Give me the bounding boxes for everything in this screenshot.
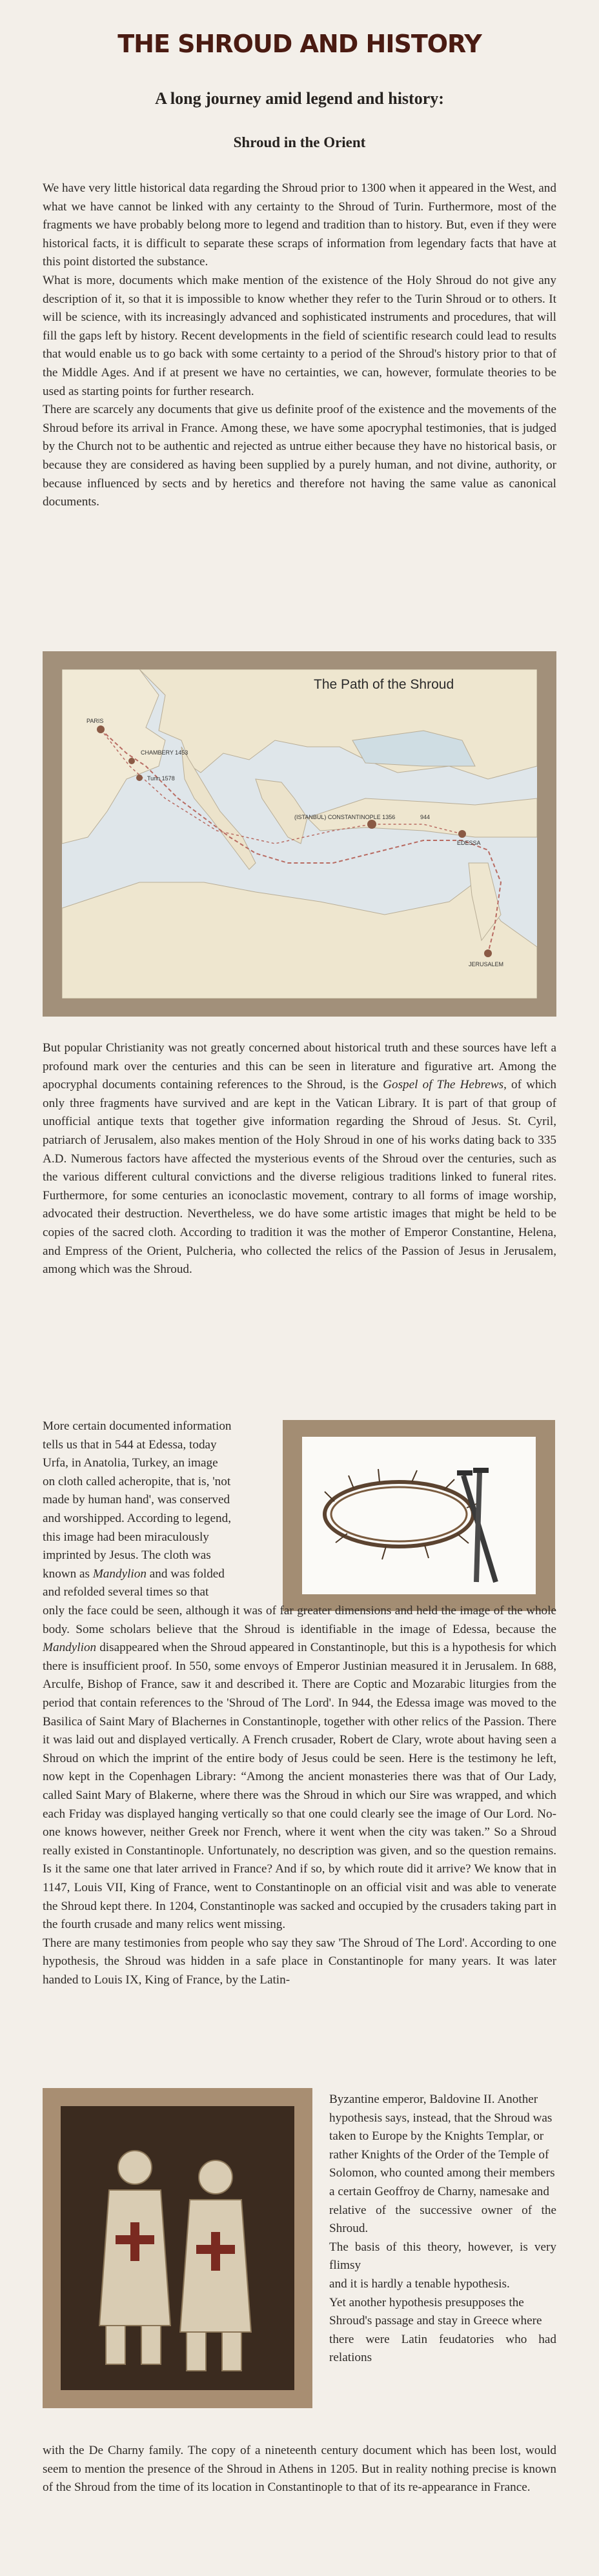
edessa-continued-paragraph [43,1602,556,1934]
templar-line: there were Latin feudatories who had relations [329,2332,556,2365]
templar-knights-image [43,2088,312,2408]
edessa-line [43,1565,269,1584]
text-span: only the face could be seen, although it was of far greater dimensions and held the image of the whole body. Some scholars believe that the Shroud is identifiable in the image of Edessa, because the [43,1604,556,1636]
crown-of-thorns-image [283,1420,555,1611]
templar-column-text [329,2091,556,2368]
text-span: , of which only three fragments have survived and are kept in the Vatican Library. It is part of that group of unofficial antique texts that together give information regarding the Shroud of Jesus. St. Cyril, patriarch of Jerusalem, also makes mention of the Holy Shroud in one of his works dating back to 335 A.D. Numerous factors have affected the mysterious events of the Shroud over the centuries, such as the various different cultural convictions and the diverse religious traditions linked to funeral rites. Furthermore, for some centuries an iconoclastic movement, contrary to all forms of image worship, advocated their destruction. Nevertheless, we do have some artistic images that might be held to be copies of the sacred cloth. According to tradition it was the mother of Emperor Constantine, Helena, and Empress of the Orient, Pulcheria, who collected the relics of the Passion of Jesus in Jerusalem, among which was the Shroud. [43,1078,557,1277]
final-text [43,2442,556,2497]
templar-line: rather Knights of the Order of the Temple of [329,2147,549,2162]
map-label-chambery: CHAMBERY 1453 [141,749,188,756]
section-title: Shroud in the Orient [233,134,366,150]
edessa-line: this image had been miraculously [43,1530,209,1544]
intro-paragraph-3: There are scarcely any documents that give us definite proof of the existence and the movements of the Shroud before its arrival in France. Among these, we have some apocryphal testimonies, that is judged by the Church not to be authentic and rejected as untrue either because they have no historical basis, or because they are considered as having been supplied by a purely human, and not divine, authority, or because influenced by sects and by heretics and therefore not having the same value as canonical documents. [43,403,556,509]
templar-line: Solomon, who counted among their members [329,2166,555,2180]
edessa-continued-text [43,1602,556,1989]
popular-christianity-text [43,1039,556,1279]
map-label-constantinople: (ISTANBUL) CONSTANTINOPLE 1356 [294,814,396,820]
gospel-title: Gospel of The Hebrews [383,1078,504,1092]
map-label-944: 944 [420,814,431,820]
map-label-jerusalem: JERUSALEM [469,961,504,968]
text-span: known as [43,1567,93,1581]
map-label-paris: PARIS [86,718,104,724]
crown-of-thorns-illustration [302,1437,536,1594]
edessa-column-text [43,1417,269,1602]
shroud-path-map [43,651,556,1017]
templar-line: a certain Geoffroy de Charny, namesake and [329,2184,549,2198]
page-title: THE SHROUD AND HISTORY [117,30,482,58]
mandylion-term: Mandylion [43,1641,97,1655]
intro-text [43,179,556,512]
edessa-line: imprinted by Jesus. The cloth was [43,1548,211,1563]
edessa-line: and worshipped. According to legend, [43,1511,232,1525]
edessa-line: More certain documented information [43,1419,232,1433]
templar-line: hypothesis says, instead, that the Shroud was [329,2111,553,2125]
templar-line: Yet another hypothesis presupposes the [329,2295,524,2309]
templar-line: taken to Europe by the Knights Templar, or [329,2129,544,2144]
edessa-line: tells us that in 544 at Edessa, today [43,1437,217,1452]
edessa-line: on cloth called acheropite, that is, 'not [43,1474,231,1488]
text-span: disappeared when the Shroud appeared in Constantinople, but this is a hypothesis for which there is insufficient proof. In 550, some envoys of Emperor Justinian measured it in Jerusalem. In 688, Arculfe, Bishop of France, saw it and described it. There are Coptic and Mozarabic liturgies from the period that contain references to the 'Shroud of The Lord'. In 944, the Edessa image was moved to the Basilica of Saint Mary of Blachernes in Constantinople, together with other relics of the Passion. There it was laid out and displayed vertically. A French crusader, Robert de Clary, wrote about having seen a Shroud on which the imprint of the entire body of Jesus could be seen. Here is the testimony he left, now kept in the Copenhagen Library: “Among the ancient monasteries there was that of Our Lady, called Saint Mary of Blakerne, where there was the Shroud in which our Sire was wrapped, and which each Friday was displayed hanging vertically so that one could clearly see the image of Our Lord. No-one knows however, neither Greek nor French, where it went when the city was taken.” So a Shroud really existed in Constantinople. Unfortunately, no description was given, and so the question remains. Is it the same one that later arrived in France? And if so, by which route did it arrive? We know that in 1147, Louis VII, King of France, went to Constantinople on an official visit and was able to venerate the Shroud kept there. In 1204, Constantinople was sacked and occupied by the crusaders taking part in the fourth crusade and many relics went missing. [43,1641,556,1932]
text-span: But popular Christianity was not greatly concerned about historical truth and these sources have left a profound mark over the centuries and this can be seen in literature and figurative art. Among the apocryphal documents containing references to the Shroud, is the [43,1041,556,1092]
final-paragraph: with the De Charny family. The copy of a nineteenth century document which has been lost, would seem to mention the presence of the Shroud in Athens in 1205. But in reality nothing precise is known of the Shroud from the time of its location in Constantinople to that of its re-appearance in France. [43,2444,556,2495]
edessa-line: made by human hand', was conserved [43,1493,230,1507]
edessa-line: Urfa, in Anatolia, Turkey, an image [43,1456,218,1470]
templar-line: and it is hardly a tenable hypothesis. [329,2277,510,2291]
text-span: and was folded [146,1567,225,1581]
map-title: The Path of the Shroud [314,677,454,692]
map-label-turin: Turin 1578 [147,775,175,782]
map-label-edessa: EDESSA [457,840,481,846]
edessa-line: and refolded several times so that [43,1585,209,1599]
templar-knights-illustration [61,2106,294,2390]
templar-line: Byzantine emperor, Baldovine II. Another [329,2093,538,2106]
map-image [62,669,537,999]
popular-christianity-paragraph [43,1039,556,1279]
intro-paragraph-1: We have very little historical data regarding the Shroud prior to 1300 when it appeared in the West, and what we have cannot be linked with any certainty to the Shroud of Turin. Furthermore, most of the fragments we have probably belong more to legend and tradition than to history. But, even if they were historical facts, it is difficult to separate these scraps of information from legendary facts that have at this point distorted the substance. [43,181,556,269]
templar-line: relative of the successive owner of the Shroud. [329,2203,556,2236]
intro-paragraph-2: What is more, documents which make mention of the existence of the Holy Shroud do not give any description of it, so that it is impossible to know whether they refer to the Turin Shroud or to others. It will be science, with its increasingly advanced and sophisticated instruments and procedures, that will fill the gaps left by history. Recent developments in the field of scientific research could lead to results that would enable us to go back with some certainty to a period of the Shroud's history prior to that of the Middle Ages. And if at present we have no certainties, we can, however, formulate theories to be used as starting points for further research. [43,273,556,398]
templar-line: The basis of this theory, however, is very flimsy [329,2240,556,2273]
page-subtitle: A long journey amid legend and history: [155,89,444,108]
mandylion-term: Mandylion [92,1567,147,1581]
templar-line: Shroud's passage and stay in Greece where [329,2314,542,2328]
testimonies-paragraph: There are many testimonies from people who say they saw 'The Shroud of The Lord'. According to one hypothesis, the Shroud was hidden in a safe place in Constantinople for many years. It was later handed to Louis IX, King of France, by the Latin- [43,1936,556,1987]
